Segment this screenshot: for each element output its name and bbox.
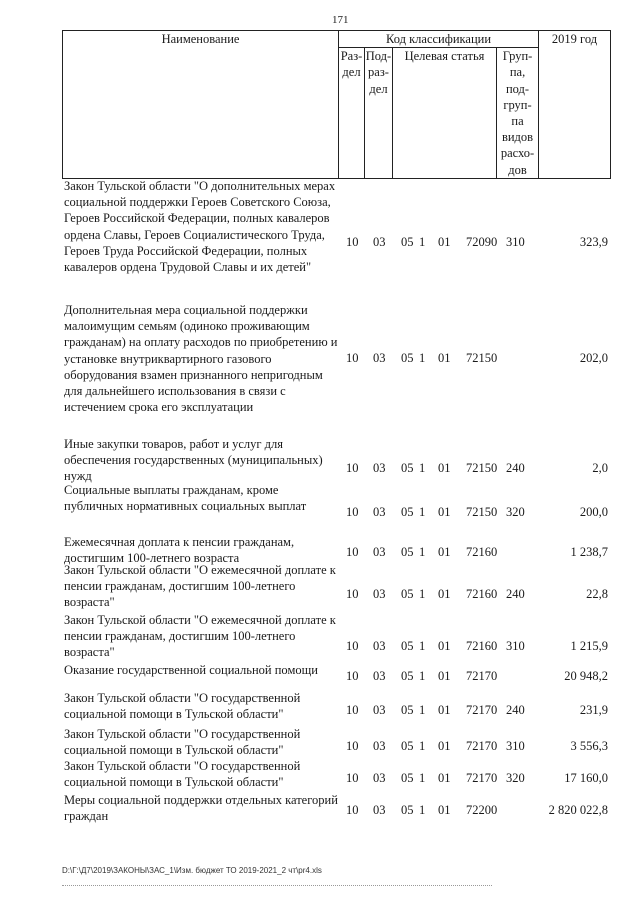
- cell-article-part-2: 1: [419, 587, 426, 601]
- cell-expense-type: 240: [506, 703, 525, 717]
- cell-article-part-4: 72170: [466, 771, 498, 785]
- cell-article-part-1: 05: [401, 703, 414, 717]
- row-name: Оказание государственной социальной помощи: [64, 663, 318, 677]
- cell-article-part-1: 05: [401, 235, 414, 249]
- cell-podrazdel: 03: [373, 461, 386, 475]
- cell-razdel: 10: [346, 703, 359, 717]
- cell-article-part-3: 01: [438, 669, 451, 683]
- cell-podrazdel: 03: [373, 669, 386, 683]
- cell-article-part-3: 01: [438, 587, 451, 601]
- cell-razdel: 10: [346, 669, 359, 683]
- cell-article-part-4: 72170: [466, 669, 498, 683]
- cell-razdel: 10: [346, 739, 359, 753]
- cell-article-part-2: 1: [419, 771, 426, 785]
- row-name: Закон Тульской области "О государственной социальной помощи в Тульской области": [64, 691, 301, 722]
- cell-article-part-4: 72150: [466, 505, 498, 519]
- header-podrazdel: Под- раз- дел: [365, 48, 393, 179]
- cell-podrazdel: 03: [373, 703, 386, 717]
- cell-article-part-1: 05: [401, 545, 414, 559]
- cell-amount: 200,0: [579, 505, 608, 519]
- row-name: Ежемесячная доплата к пенсии гражданам, достигшим 100-летнего возраста: [64, 535, 295, 566]
- cell-article-part-1: 05: [401, 587, 414, 601]
- row-name: Закон Тульской области "О дополнительных мерах социальной поддержки Героев Советского Союза, Героев Российской Федерации, полных кавалеров ордена Славы, Героев Социалистического Труда, Героев Труда Российской Федерации, полных кавалеров ордена Трудовой Славы и их детей": [64, 179, 336, 275]
- header-celevaya: Целевая статья: [393, 48, 497, 179]
- cell-expense-type: 320: [506, 505, 525, 519]
- cell-article-part-3: 01: [438, 351, 451, 365]
- cell-article-part-4: 72160: [466, 587, 498, 601]
- footer-divider: [62, 885, 492, 886]
- cell-podrazdel: 03: [373, 545, 386, 559]
- cell-article-part-4: 72150: [466, 351, 498, 365]
- row-name: Социальные выплаты гражданам, кроме публичных нормативных социальных выплат: [64, 483, 307, 514]
- cell-article-part-4: 72150: [466, 461, 498, 475]
- cell-razdel: 10: [346, 235, 359, 249]
- header-code: Код классификации: [339, 31, 539, 48]
- cell-amount: 1 215,9: [570, 639, 608, 653]
- row-name: Закон Тульской области "О ежемесячной доплате к пенсии гражданам, достигшим 100-летнего возраста": [64, 563, 336, 610]
- cell-article-part-4: 72200: [466, 803, 498, 817]
- cell-article-part-4: 72170: [466, 703, 498, 717]
- cell-article-part-2: 1: [419, 739, 426, 753]
- cell-amount: 323,9: [579, 235, 608, 249]
- cell-razdel: 10: [346, 505, 359, 519]
- cell-amount: 231,9: [579, 703, 608, 717]
- header-razdel: Раз- дел: [339, 48, 365, 179]
- cell-article-part-2: 1: [419, 669, 426, 683]
- cell-article-part-3: 01: [438, 703, 451, 717]
- row-name: Меры социальной поддержки отдельных категорий граждан: [64, 793, 338, 824]
- cell-article-part-4: 72170: [466, 739, 498, 753]
- cell-article-part-2: 1: [419, 461, 426, 475]
- cell-podrazdel: 03: [373, 639, 386, 653]
- cell-article-part-3: 01: [438, 461, 451, 475]
- cell-amount: 20 948,2: [564, 669, 608, 683]
- cell-article-part-4: 72160: [466, 545, 498, 559]
- row-name: Иные закупки товаров, работ и услуг для обеспечения государственных (муниципальных) нужд: [64, 437, 323, 484]
- cell-article-part-1: 05: [401, 669, 414, 683]
- cell-article-part-2: 1: [419, 703, 426, 717]
- cell-podrazdel: 03: [373, 235, 386, 249]
- cell-amount: 2,0: [592, 461, 608, 475]
- cell-article-part-2: 1: [419, 639, 426, 653]
- cell-razdel: 10: [346, 461, 359, 475]
- cell-expense-type: 240: [506, 461, 525, 475]
- cell-article-part-1: 05: [401, 461, 414, 475]
- cell-article-part-2: 1: [419, 235, 426, 249]
- row-name: Закон Тульской области "О ежемесячной доплате к пенсии гражданам, достигшим 100-летнего возраста": [64, 613, 336, 660]
- header-gruppa: Груп- па, под- груп- па видов расхо- дов: [497, 48, 539, 179]
- cell-article-part-3: 01: [438, 803, 451, 817]
- cell-article-part-3: 01: [438, 771, 451, 785]
- cell-article-part-1: 05: [401, 739, 414, 753]
- cell-article-part-1: 05: [401, 505, 414, 519]
- row-name: Дополнительная мера социальной поддержки малоимущим семьям (одиноко проживающим гражданам) на оплату расходов по приобретению и установке внутриквартирного газового оборудования взамен признанного непригодным для дальнейшего использования в связи с истечением срока его эксплуатации: [64, 303, 338, 415]
- cell-expense-type: 240: [506, 587, 525, 601]
- cell-amount: 3 556,3: [570, 739, 608, 753]
- cell-article-part-3: 01: [438, 235, 451, 249]
- footer-path: D:\Г:\Д7\2019\ЗАКОНЫ\ЗАС_1\Изм. бюджет ТО 2019-2021_2 чт\pr4.xls: [62, 866, 322, 875]
- cell-article-part-2: 1: [419, 351, 426, 365]
- cell-expense-type: 310: [506, 235, 525, 249]
- cell-article-part-3: 01: [438, 545, 451, 559]
- cell-podrazdel: 03: [373, 739, 386, 753]
- cell-podrazdel: 03: [373, 803, 386, 817]
- cell-razdel: 10: [346, 771, 359, 785]
- cell-article-part-4: 72160: [466, 639, 498, 653]
- cell-article-part-3: 01: [438, 505, 451, 519]
- cell-razdel: 10: [346, 803, 359, 817]
- cell-article-part-1: 05: [401, 803, 414, 817]
- cell-article-part-1: 05: [401, 771, 414, 785]
- header-name: Наименование: [63, 31, 339, 179]
- cell-amount: 1 238,7: [570, 545, 608, 559]
- cell-podrazdel: 03: [373, 771, 386, 785]
- cell-article-part-2: 1: [419, 545, 426, 559]
- cell-amount: 202,0: [579, 351, 608, 365]
- header-year: 2019 год: [539, 31, 611, 179]
- cell-podrazdel: 03: [373, 505, 386, 519]
- cell-razdel: 10: [346, 639, 359, 653]
- cell-article-part-3: 01: [438, 639, 451, 653]
- cell-article-part-1: 05: [401, 351, 414, 365]
- cell-article-part-2: 1: [419, 803, 426, 817]
- cell-article-part-2: 1: [419, 505, 426, 519]
- cell-article-part-1: 05: [401, 639, 414, 653]
- row-name: Закон Тульской области "О государственной социальной помощи в Тульской области": [64, 759, 301, 790]
- page-number: 171: [332, 14, 349, 26]
- cell-amount: 2 820 022,8: [548, 803, 608, 817]
- cell-expense-type: 320: [506, 771, 525, 785]
- cell-podrazdel: 03: [373, 351, 386, 365]
- cell-amount: 17 160,0: [564, 771, 608, 785]
- cell-podrazdel: 03: [373, 587, 386, 601]
- cell-razdel: 10: [346, 587, 359, 601]
- cell-article-part-3: 01: [438, 739, 451, 753]
- row-name: Закон Тульской области "О государственной социальной помощи в Тульской области": [64, 727, 301, 758]
- cell-expense-type: 310: [506, 739, 525, 753]
- table-header: [62, 30, 611, 179]
- cell-razdel: 10: [346, 545, 359, 559]
- cell-razdel: 10: [346, 351, 359, 365]
- cell-amount: 22,8: [586, 587, 608, 601]
- cell-article-part-4: 72090: [466, 235, 498, 249]
- cell-expense-type: 310: [506, 639, 525, 653]
